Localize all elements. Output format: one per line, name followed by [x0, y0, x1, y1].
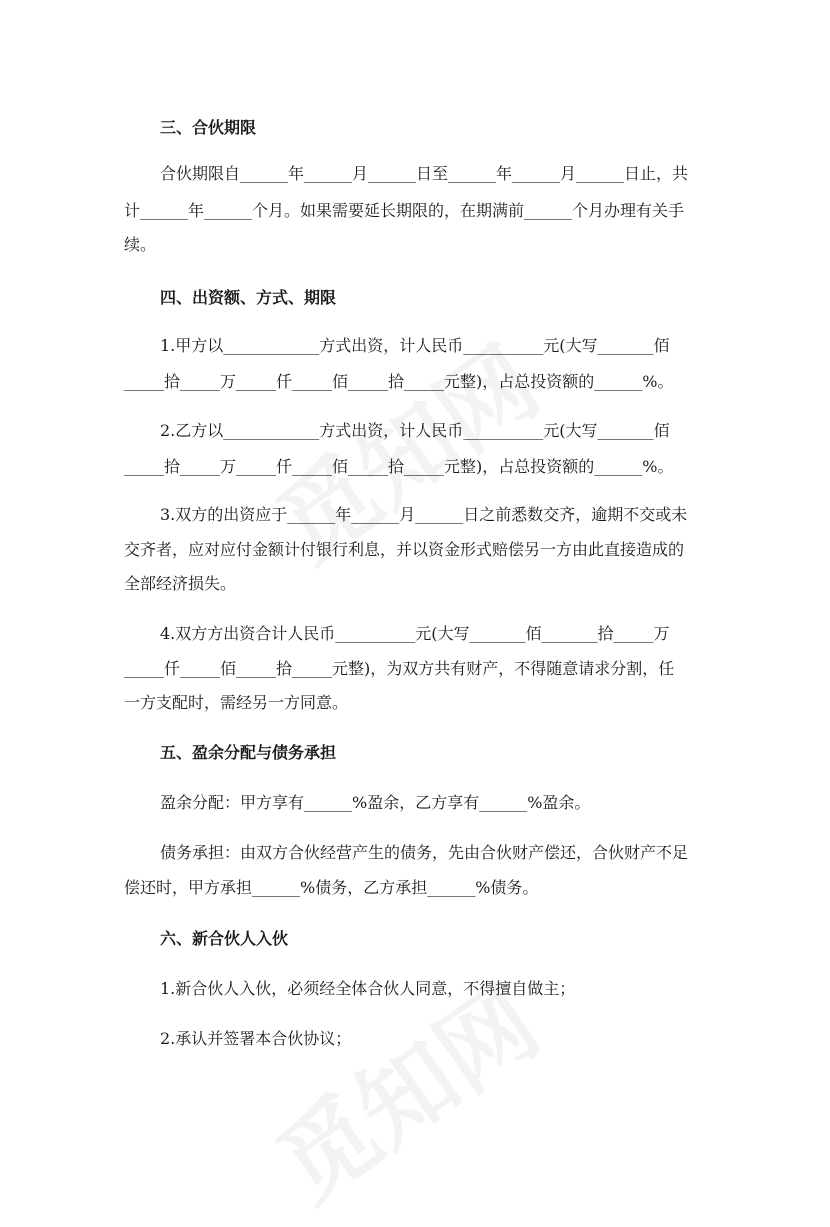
- section-heading-profit-debt: 五、盈余分配与债务承担: [160, 743, 337, 762]
- contribution-deadline-line-2: 交齐者，应对应付金额计付银行利息，并以资金形式赔偿另一方由此直接造成的: [124, 540, 685, 559]
- term-line-3: 续。: [124, 235, 157, 254]
- section-heading-new-partner: 六、新合伙人入伙: [160, 929, 289, 948]
- profit-line-1: 盈余分配：甲方享有______%盈余，乙方享有______%盈余。: [160, 793, 591, 812]
- new-partner-line-1: 1.新合伙人入伙，必须经全体合伙人同意，不得擅自做主；: [160, 979, 576, 998]
- section-heading-term: 三、合伙期限: [160, 118, 257, 137]
- term-line-1: 合伙期限自______年______月______日至______年______月______日止，共: [160, 164, 689, 183]
- contribution-total-line-1: 4.双方方出资合计人民币__________元(大写_______佰_______拾_____万: [160, 624, 670, 643]
- contribution-deadline-line-3: 全部经济损失。: [124, 574, 237, 593]
- contribution-b-line-1: 2.乙方以____________方式出资，计人民币__________元(大写_______佰: [160, 421, 670, 440]
- debt-line-1: 债务承担：由双方合伙经营产生的债务，先由合伙财产偿还，合伙财产不足: [160, 843, 689, 862]
- contribution-total-line-2: _____仟_____佰_____拾_____元整)，为双方共有财产，不得随意请求分割，任: [124, 659, 675, 678]
- contribution-a-line-1: 1.甲方以____________方式出资，计人民币__________元(大写_______佰: [160, 336, 670, 355]
- contribution-deadline-line-1: 3.双方的出资应于______年______月______日之前悉数交齐，逾期不交或未: [160, 505, 688, 524]
- contribution-b-line-2: _____拾_____万_____仟_____佰_____拾_____元整)，占总投资额的______%。: [124, 457, 674, 476]
- contribution-a-line-2: _____拾_____万_____仟_____佰_____拾_____元整)，占总投资额的______%。: [124, 372, 674, 391]
- section-heading-contribution: 四、出资额、方式、期限: [160, 288, 337, 307]
- contribution-total-line-3: 一方支配时，需经另一方同意。: [124, 693, 349, 712]
- term-line-2: 计______年______个月。如果需要延长期限的，在期满前______个月办理有关手: [124, 201, 685, 220]
- debt-line-2: 偿还时，甲方承担______%债务，乙方承担______%债务。: [124, 878, 539, 897]
- new-partner-line-2: 2.承认并签署本合伙协议；: [160, 1029, 352, 1048]
